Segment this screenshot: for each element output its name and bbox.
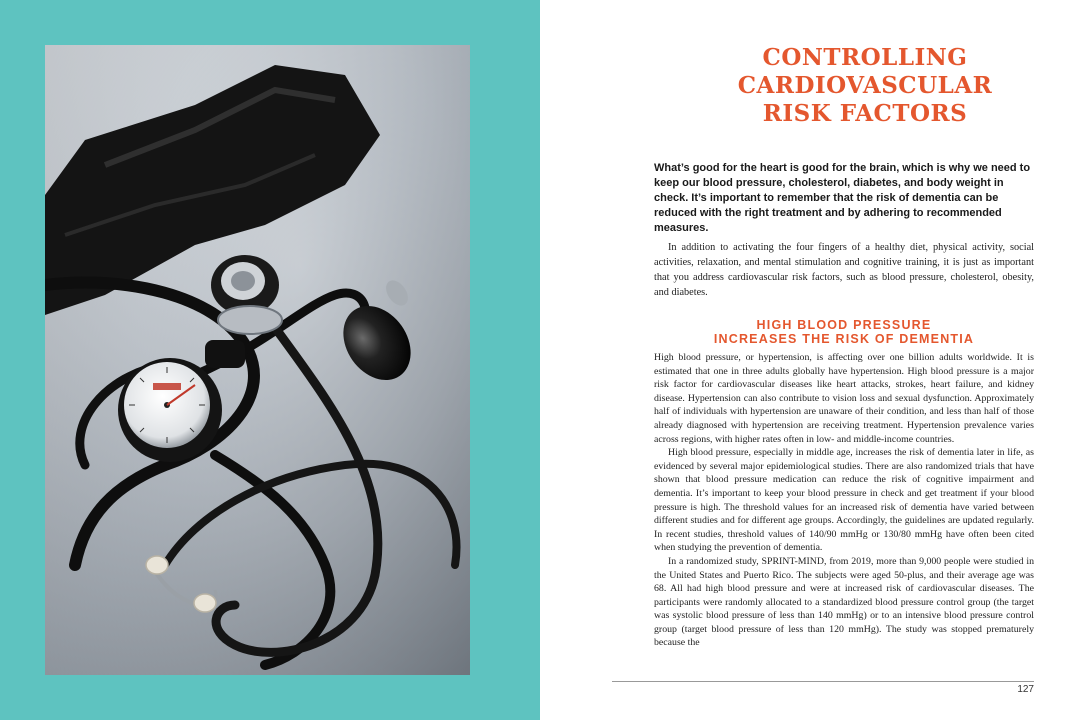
chapter-title	[650, 44, 1080, 128]
footer-rule	[612, 681, 1034, 682]
title-line: CONTROLLING	[762, 44, 968, 71]
blood-pressure-photo	[45, 45, 470, 675]
right-page	[540, 0, 1080, 720]
sphygmomanometer-illustration	[45, 45, 470, 675]
title-line: CARDIOVASCULAR	[737, 72, 993, 99]
intro-paragraph: In addition to activating the four fingers of a healthy diet, physical activity, social activities, relaxation, and mental stimulation and cognitive training, it is just as important that you address cardiovascular risk factors, such as blood pressure, cholesterol, obesity, and diabetes.	[654, 242, 1034, 298]
subheading-line: HIGH BLOOD PRESSURE	[756, 318, 932, 332]
body-paragraph: High blood pressure, especially in middle age, increases the risk of dementia later in life, as evidenced by several major epidemiological studies. There are also randomized trials that have shown that blood pressure medication can reduce the risk of cognitive impairment and dementia. It’s important to keep your blood pressure in check and get treatment if your blood pressure is high. The threshold values for an increased risk of dementia have varied between different studies and for different age groups. Accordingly, the guidelines are updated regularly. In recent studies, threshold values of 140/90 mmHg or 130/80 mmHg have often been cited when studying the prevention of dementia.	[654, 447, 1034, 554]
section-subheading	[654, 318, 1034, 346]
body-paragraph: In a randomized study, SPRINT-MIND, from 2019, more than 9,000 people were studied in the United States and Puerto Rico. The subjects were aged 50-plus, and their average age was 68. All had high blood pressure and were at increased risk of cardiovascular diseases. The participants were randomly allocated to a standardized blood pressure control group (the target was systolic blood pressure of less than 140 mmHg) or to an intensive blood pressure control group (target blood pressure of less than 120 mmHg). The study was stopped prematurely because the	[654, 555, 1034, 649]
subheading-line: INCREASES THE RISK OF DEMENTIA	[713, 332, 975, 346]
page-number: 127	[1017, 684, 1034, 695]
body-text	[654, 351, 1034, 650]
title-line: RISK FACTORS	[762, 100, 968, 127]
lead-paragraph: What’s good for the heart is good for the brain, which is why we need to keep our blood pressure, cholesterol, diabetes, and body weight in check. It’s important to remember that the risk of dementia can be reduced with the right treatment and by adhering to recommended measures.	[654, 162, 1031, 234]
body-paragraph: High blood pressure, or hypertension, is affecting over one billion adults worldwide. It is estimated that one in three adults globally have hypertension. High blood pressure is a major risk factor for cardiovascular diseases like heart attacks, strokes, heart failure, and kidney disease. Hypertension can also contribute to vision loss and sexual dysfunction. Approximately half of individuals with hypertension are unaware of their condition, and less than half of those already diagnosed with hypertension are receiving treatment. Hypertension prevalence varies across regions, with higher rates often in low- and middle-income countries.	[654, 352, 1034, 445]
